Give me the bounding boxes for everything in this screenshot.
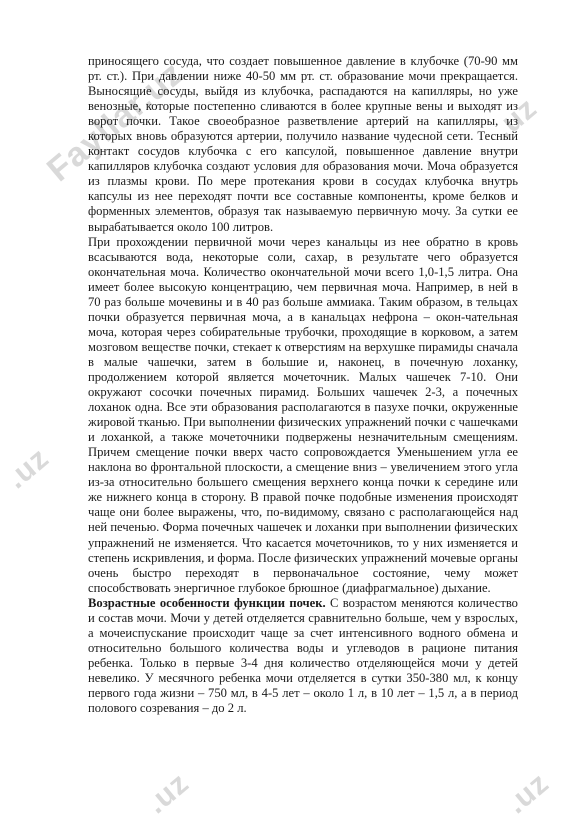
watermark: .uz <box>500 766 556 821</box>
paragraph-urine-formation: При прохождении первичной мочи через канальцы из нее обратно в кровь всасываются вода, некоторые соли, сахар, в результате чего образуется окончательная моча. Количество окончательной мочи всего 1,0-1,5 литра. Она имеет более высокую концентрацию, чем первичная моча. Например, в ней в 70 раз больше мочевины и в 40 раз больше аммиака. Таким образом, в тельцах почки образуется первичная моча, а в канальцах нефрона – окон-чательная моча, которая через собирательные трубочки, проходящие в корковом, а затем мозговом веществе почки, стекает к отверстиям на верхушке пирамиды сначала в малые чашечки, затем в большие и, наконец, в почечную лоханку, продолжением которой является мочеточник. Малых чашечек 7-10. Они окружают сосочки почечных пирамид. Больших чашечек 2-3, а почечных лоханок одна. Все эти образования располагаются в пазухе почки, окруженные жировой тканью. При выполнении физических упражнений почки с чашечками и лоханкой, а также мочеточники подвержены незначительным смещениям. Причем смещение почки вверх часто сопровождается Уменьшением угла ее наклона во фронтальной плоскости, а смещение вниз – увеличением этого угла из-за относительно большего смещения верхнего конца почки к середине или же нижнего конца в сторону. В правой почке подобные изменения происходят чаще они более выражены, что, по-видимому, связано с располагающейся над ней печенью. Форма почечных чашечек и лоханки при выполнении физических упражнений не изменяется. Что касается мочеточников, то у них изменяется и степень искривления, и форма. После физических упражнений мочевые органы очень быстро переходят в первоначальное состояние, чему может способствовать энергичное глубокое брюшное (диафрагмальное) дыхание. <box>88 234 518 595</box>
watermark: Fayllar.uz <box>40 53 191 190</box>
paragraph-text: С возрастом меняются количество и состав мочи. Мочи у детей отделяется сравнительно больше, чем у взрослых, а мочеиспускание происходит чаще за счет интенсивного водного обмена и относительно большого количества воды и углеводов в рационе питания ребенка. Только в первые 3-4 дня количество отделяющейся мочи у детей невелико. У месячного ребенка мочи отделяется в сутки 350-380 мл, к концу первого года жизни – 750 мл, в 4-5 лет – около 1 л, в 10 лет – 1,5 л, а в период полового созревания – до 2 л. <box>88 595 518 716</box>
section-heading: Возрастные особенности функции почек. <box>88 595 326 610</box>
watermark: .uz <box>488 91 544 146</box>
document-body <box>88 54 518 716</box>
paragraph-age-features <box>88 596 518 716</box>
paragraph-kidney-blood-flow: приносящего сосуда, что создает повышенное давление в клубочке (70-90 мм рт. ст.). При давлении ниже 40-50 мм рт. ст. образование мочи прекращается. Выносящие сосуды, выйдя из клубочка, распадаются на капилляры, но уже венозные, которые постепенно сливаются в более крупные вены и выходят из ворот почки. Такое своеобразное разветвление артерий на капилляры, из которых вновь образуются артерии, получило название чудесной сети. Тесный контакт сосудов клубочка с его капсулой, повышенное давление внутри капилляров клубочка создают условия для образования мочи. Моча образуется из плазмы крови. По мере протекания крови в сосудах клубочка внутрь капсулы из нее переходят почти все составные компоненты, кроме белков и форменных элементов, образуя так называемую первичную мочу. За сутки ее вырабатывается около 100 литров. <box>88 54 518 234</box>
watermark: .uz <box>140 766 196 821</box>
watermark: .uz <box>0 441 56 496</box>
